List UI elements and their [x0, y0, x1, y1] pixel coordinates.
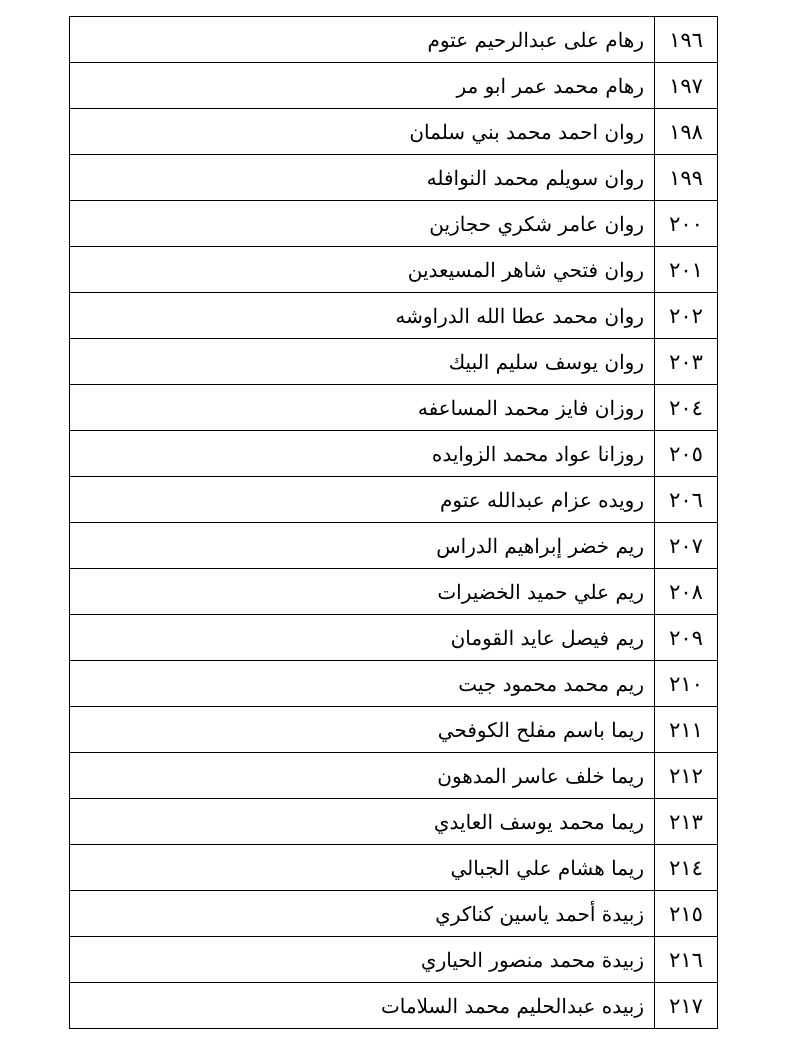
person-name: روان محمد عطا الله الدراوشه	[70, 293, 655, 339]
row-number: ١٩٧	[655, 63, 718, 109]
row-number: ٢٠٨	[655, 569, 718, 615]
table-row	[70, 17, 718, 63]
person-name: ريم خضر إبراهيم الدراس	[70, 523, 655, 569]
names-table	[69, 16, 718, 1029]
table-row	[70, 63, 718, 109]
row-number: ٢١٥	[655, 891, 718, 937]
person-name: روان يوسف سليم البيك	[70, 339, 655, 385]
row-number: ٢٠٤	[655, 385, 718, 431]
person-name: رويده عزام عبدالله عتوم	[70, 477, 655, 523]
table-row	[70, 293, 718, 339]
table-row	[70, 937, 718, 983]
row-number: ٢٠٧	[655, 523, 718, 569]
person-name: ريم فيصل عايد القومان	[70, 615, 655, 661]
person-name: روان سويلم محمد النوافله	[70, 155, 655, 201]
table-row	[70, 983, 718, 1029]
row-number: ٢٠١	[655, 247, 718, 293]
table-row	[70, 477, 718, 523]
table-row	[70, 109, 718, 155]
person-name: زبيده عبدالحليم محمد السلامات	[70, 983, 655, 1029]
person-name: ريم محمد محمود جيت	[70, 661, 655, 707]
person-name: ريم علي حميد الخضيرات	[70, 569, 655, 615]
person-name: روان عامر شكري حجازين	[70, 201, 655, 247]
table-row	[70, 523, 718, 569]
row-number: ٢٠٥	[655, 431, 718, 477]
row-number: ١٩٦	[655, 17, 718, 63]
row-number: ٢١٤	[655, 845, 718, 891]
row-number: ٢٠٦	[655, 477, 718, 523]
row-number: ٢١٣	[655, 799, 718, 845]
table-row	[70, 707, 718, 753]
person-name: رهام على عبدالرحيم عتوم	[70, 17, 655, 63]
table-row	[70, 339, 718, 385]
person-name: زبيدة محمد منصور الحياري	[70, 937, 655, 983]
row-number: ٢٠٢	[655, 293, 718, 339]
row-number: ١٩٩	[655, 155, 718, 201]
table-row	[70, 385, 718, 431]
row-number: ٢١٢	[655, 753, 718, 799]
table-row	[70, 431, 718, 477]
row-number: ٢١٦	[655, 937, 718, 983]
names-table-body	[70, 17, 718, 1029]
table-row	[70, 845, 718, 891]
person-name: رهام محمد عمر ابو مر	[70, 63, 655, 109]
row-number: ٢١٠	[655, 661, 718, 707]
person-name: روزان فايز محمد المساعفه	[70, 385, 655, 431]
table-row	[70, 155, 718, 201]
person-name: روزانا عواد محمد الزوايده	[70, 431, 655, 477]
row-number: ٢٠٠	[655, 201, 718, 247]
person-name: ريما هشام علي الجبالي	[70, 845, 655, 891]
row-number: ١٩٨	[655, 109, 718, 155]
person-name: ريما باسم مفلح الكوفحي	[70, 707, 655, 753]
row-number: ٢١١	[655, 707, 718, 753]
person-name: روان احمد محمد بني سلمان	[70, 109, 655, 155]
table-row	[70, 247, 718, 293]
person-name: ريما خلف عاسر المدهون	[70, 753, 655, 799]
person-name: ريما محمد يوسف العايدي	[70, 799, 655, 845]
table-row	[70, 615, 718, 661]
table-row	[70, 661, 718, 707]
table-row	[70, 201, 718, 247]
table-row	[70, 799, 718, 845]
person-name: روان فتحي شاهر المسيعدين	[70, 247, 655, 293]
table-row	[70, 891, 718, 937]
row-number: ٢٠٩	[655, 615, 718, 661]
row-number: ٢٠٣	[655, 339, 718, 385]
row-number: ٢١٧	[655, 983, 718, 1029]
table-row	[70, 753, 718, 799]
table-row	[70, 569, 718, 615]
person-name: زبيدة أحمد ياسين كناكري	[70, 891, 655, 937]
